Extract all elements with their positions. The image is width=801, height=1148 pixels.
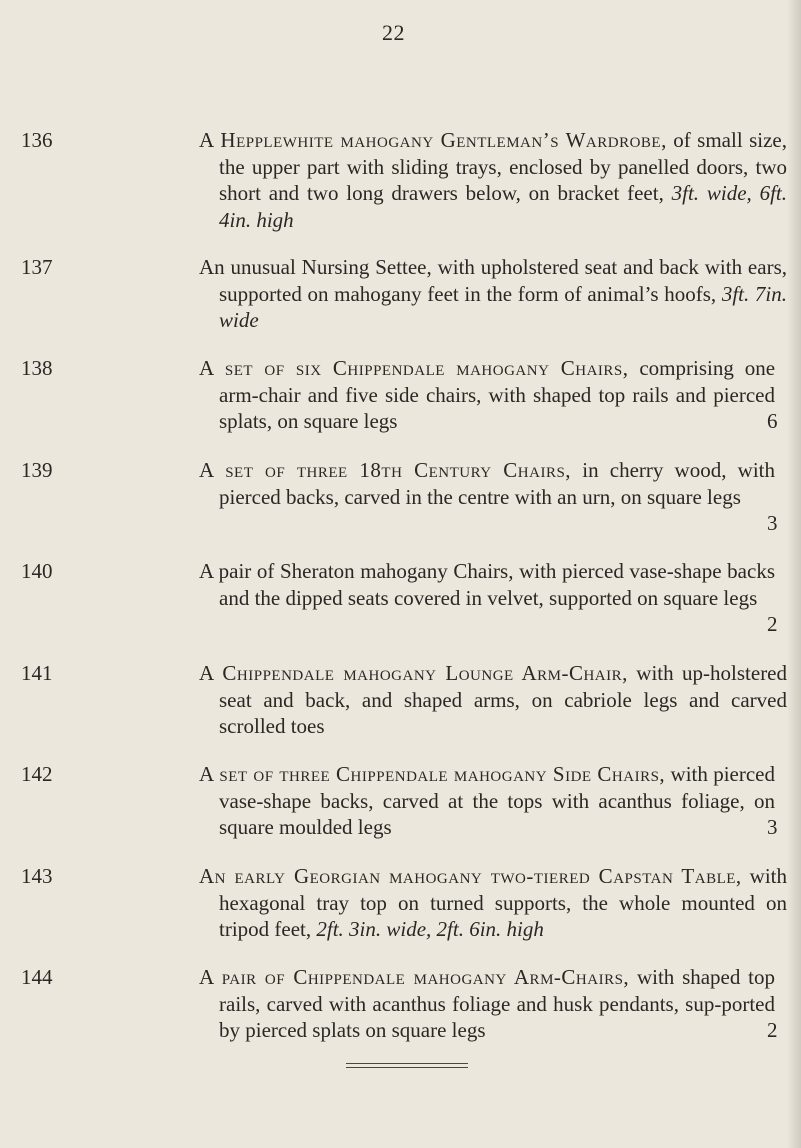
lot-body: in cherry wood, with pierced backs, carved in the centre with an urn, on square legs — [219, 458, 775, 509]
lot-number: 138 — [21, 356, 53, 380]
lot-body: with pierced vase-shape backs, carved at the tops with acanthus foliage, on square moulded legs — [219, 762, 775, 839]
lot-number: 136 — [21, 128, 53, 152]
lot-description: 2 A pair of Chippendale mahogany Arm-Chairs, with shaped top rails, carved with acanthus foliage and husk pendants, sup-ported by pierced splats on square legs — [199, 965, 778, 1042]
lot-description: 2 A pair of Sheraton mahogany Chairs, with pierced vase-shape backs and the dipped seats covered in velvet, supported on square legs — [199, 559, 778, 636]
lot-body: of small size, the upper part with sliding trays, enclosed by panelled doors, two short and two long drawers below, on bracket feet, — [219, 128, 787, 205]
lot-description — [199, 863, 787, 943]
lot-lead: A Chippendale mahogany Lounge Arm-Chair, — [199, 661, 628, 685]
lot-lead: A set of three Chippendale mahogany Side Chairs, — [199, 762, 666, 786]
lot-description: 6 A set of six Chippendale mahogany Chairs, comprising one arm-chair and five side chairs, with shaped top rails and pierced splats, on square legs — [199, 356, 778, 433]
lot-lead: A set of six Chippendale mahogany Chairs, — [199, 356, 629, 380]
page-edge-shadow — [787, 0, 801, 1148]
lot-number: 137 — [21, 255, 53, 279]
lot-body: An unusual Nursing Settee, with upholstered seat and back with ears, supported on mahogany feet in the form of animal’s hoofs, — [199, 255, 787, 306]
lot-number: 142 — [21, 762, 53, 786]
lot-body: with up-holstered seat and back, and shaped arms, on cabriole legs and carved scrolled toes — [219, 661, 788, 738]
lot-body: comprising one arm-chair and five side chairs, with shaped top rails and pierced splats, on square legs — [219, 356, 776, 433]
lot-body: with hexagonal tray top on turned supports, the whole mounted on tripod feet, — [219, 864, 788, 941]
lot-number: 141 — [21, 661, 53, 685]
end-rule-bottom — [346, 1067, 468, 1068]
lot-lead: A pair of Chippendale mahogany Arm-Chairs, — [199, 965, 630, 989]
lot-lead: A Hepplewhite mahogany Gentleman’s Wardrobe, — [199, 128, 667, 152]
lot-dimensions: 3ft. wide, 6ft. 4in. high — [219, 181, 787, 232]
lot-description: 3 A set of three Chippendale mahogany Side Chairs, with pierced vase-shape backs, carved at the tops with acanthus foliage, on square moulded legs — [199, 762, 778, 839]
lot-description — [199, 660, 787, 740]
lot-number: 143 — [21, 864, 53, 888]
lot-lead: A set of three 18th Century Chairs, — [199, 458, 572, 482]
lot-dimensions: 2ft. 3in. wide, 2ft. 6in. high — [316, 917, 544, 941]
lot-number: 144 — [21, 965, 53, 989]
lot-description — [199, 254, 787, 334]
lot-body: A pair of Sheraton mahogany Chairs, with pierced vase-shape backs and the dipped seats covered in velvet, supported on square legs — [199, 559, 775, 610]
lot-number: 139 — [21, 458, 53, 482]
lot-description: 3 A set of three 18th Century Chairs, in cherry wood, with pierced backs, carved in the centre with an urn, on square legs — [199, 458, 778, 535]
lot-description — [199, 127, 787, 233]
lot-dimensions: 3ft. 7in. wide — [219, 281, 787, 332]
lot-number: 140 — [21, 559, 53, 583]
page-number: 22 — [382, 20, 405, 45]
lot-body: with shaped top rails, carved with acanthus foliage and husk pendants, sup-ported by pierced splats on square legs — [219, 965, 775, 1042]
lot-lead: An early Georgian mahogany two-tiered Capstan Table, — [199, 864, 742, 888]
end-rule-top — [346, 1063, 468, 1064]
